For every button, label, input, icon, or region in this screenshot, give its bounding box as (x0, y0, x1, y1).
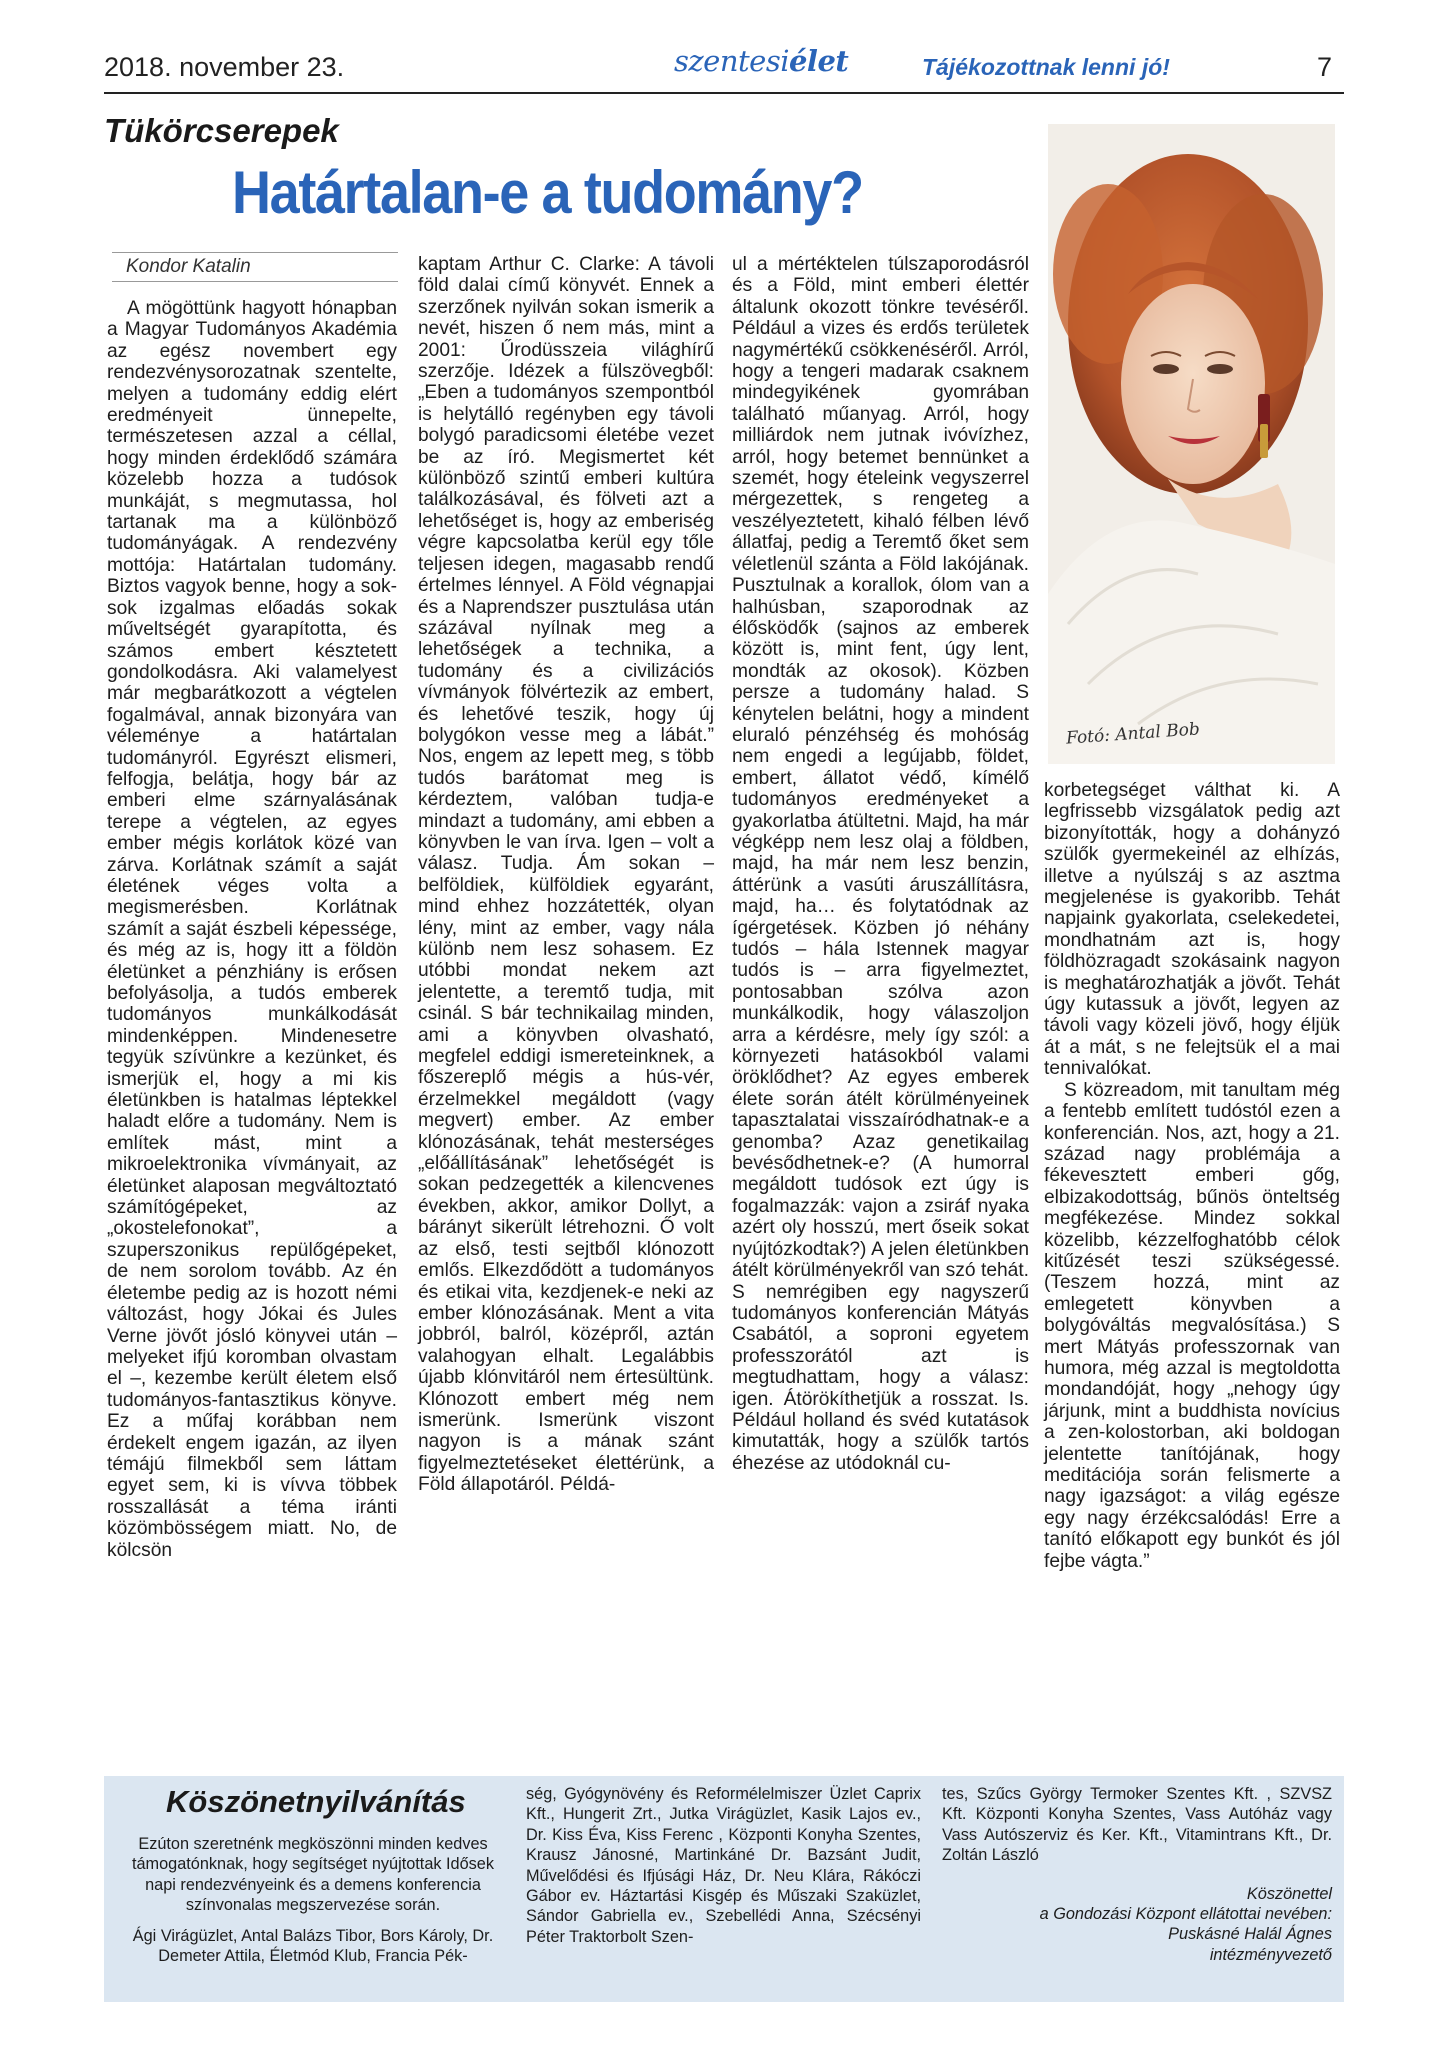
acknowledgement-column-3 (942, 1784, 1332, 1965)
article-column-2 (418, 254, 714, 1496)
signature-line-2: a Gondozási Központ ellátottai nevében: (1039, 1905, 1332, 1924)
signature-line-3: Puskásné Halál Ágnes (1168, 1925, 1332, 1944)
section-rubric: Tükörcserepek (104, 112, 339, 149)
column-4-paragraph-2: S közreadom, mit tanultam még a fentebb említett tudóstól ezen a konferencián. Nos, azt, hogy a 21. század nagy problémája a fékevesztett emberi gőg, elbizakodottság, bűnös önteltség megfékezése. Mindez sokkal közelibb, kézzelfoghatóbb célok kitűzését teszi szükségessé. (Teszem hozzá, mint az emlegetett könyvben a bolygóváltás megvalósítása.) S mert Mátyás professzornak van humora, még azzal is megtoldotta mondandóját, hogy „nehogy úgy járjunk, mint a buddhista novícius a zen-kolostorban, aki boldogan jelentette tanítójának, hogy meditációja során felismerte a nagy igazságot: a világ egésze egy nagy érzékcsalódás! Erre a tanító előkapott egy bunkót és jól fejbe vágta.” (1044, 1079, 1340, 1572)
sponsor-list-part-3: tes, Szűcs György Termoker Szentes Kft. , SZVSZ Kft. Központi Konyha Szentes, Vass Autóház vagy Vass Autószerviz és Ker. Kft., Vitamintrans Kft., Dr. Zoltán László (942, 1785, 1332, 1865)
sponsor-list-part-1: Ági Virágüzlet, Antal Balázs Tibor, Bors Károly, Dr. Demeter Attila, Életmód Klub, Francia Pék- (132, 1926, 494, 1966)
article-column-3 (732, 254, 1029, 1474)
author-portrait-photo (1048, 124, 1335, 764)
acknowledgement-column-1 (118, 1834, 508, 1966)
signature-line-4: intézményvezető (1209, 1945, 1332, 1964)
acknowledgement-box (104, 1776, 1344, 2002)
signature-line-1: Köszönettel (1246, 1884, 1332, 1903)
slogan: Tájékozottnak lenni jó! (922, 54, 1170, 80)
photo-credit: Fotó: Antal Bob (1065, 719, 1201, 749)
logo-part-a: szentesi (674, 44, 789, 78)
issue-date: 2018. november 23. (104, 52, 345, 82)
signature-block (942, 1884, 1332, 1966)
author-byline: Kondor Katalin (112, 252, 398, 282)
acknowledgement-column-2 (526, 1784, 921, 1947)
page-number: 7 (1316, 52, 1332, 82)
column-4-paragraph-1: korbetegséget válthat ki. A legfrissebb vizsgálatok pedig azt bizonyították, hogy a dohányzó szülők gyermekeinél az elhízás, illetve a nyúlszáj s az asztma megjelenése is gyakoribb. Tehát napjaink gyakorlata, cselekedetei, mondhatnám azt is, hogy földhözragadt szokásaink nagyon is meghatározhatják a jövőt. Tehát úgy kutassuk a jövőt, legyen az távoli vagy közeli jövő, hogy éljük át a mát, s ne felejtsük el a mai tennivalókat. (1044, 780, 1340, 1080)
column-2-paragraph-1: kaptam Arthur C. Clarke: A távoli föld dalai című könyvét. Ennek a szerzőnek nyilván sokan ismerik a nevét, hiszen ő nem más, mint a 2001: Űrodüsszeia világhírű szerzője. Idézek a fülszövegből: „Eben a tudományos szempontból is helytálló regényben egy távoli bolygó paradicsomi életébe vezet be az író. Megismertet két különböző szintű emberi kultúra találkozásával, és fölveti azt a lehetőséget is, hogy az emberiség végre kapcsolatba kerül egy tőle teljesen idegen, magasabb rendű értelmes lénnyel. A Föld végnapjai és a Naprendszer pusztulása után százával nyílnak meg a lehetőségek a technika, a tudomány és a civilizációs vívmányok fölvértezik az embert, és lehetővé teszik, hogy új bolygókon vesse meg a lábát.” Nos, engem az lepett meg, s több tudós barátomat meg is kérdeztem, valóban tudja-e mindazt a tudomány, ami ebben a könyvben le van írva. Igen – volt a válasz. Tudja. Ám sokan – belföldiek, külföldiek egyaránt, mind ehhez hozzátették, olyan lény, mint az ember, vagy nála különb nem lesz sohasem. Ez utóbbi mondat nekem azt jelentette, a teremtő tudja, mit csinál. S bár technikailag minden, ami a könyvben olvasható, megfelel eddigi ismereteinknek, a főszereplő mégis a hús-vér, érzelmekkel megáldott (vagy megvert) ember. Az ember klónozásának, tehát mesterséges „előállításának” lehetőségét is sokan pedzegették a kilencvenes években, akkor, amikor Dollyt, a bárányt sikerült létrehozni. Ő volt az első, testi sejtből klónozott emlős. Elkezdődött a tudományos és etikai vita, kezdjenek-e neki az ember klónozásának. Ment a vita jobbról, balról, középről, aztán valahogyan elhalt. Legalábbis újabb klónvitáról nem értesültünk. Klónozott embert még nem ismerünk. Ismerünk viszont nagyon is a mának szánt figyelmeztetéseket élettérünk, a Föld állapotáról. Példá- (418, 254, 714, 1496)
page-header (104, 44, 1344, 94)
article-headline: Határtalan-e a tudomány? (232, 159, 863, 226)
newspaper-logo[interactable] (674, 44, 848, 78)
sponsor-list-part-2: ség, Gyógynövény és Reformélelmiszer Üzlet Caprix Kft., Hungerit Zrt., Jutka Virágüzlet, Kasik Lajos ev., Dr. Kiss Éva, Kiss Ferenc , Központi Konyha Szentes, Krausz Jánosné, Martinkáné Dr. Bazsánt Judit, Művelődési és Ifjúsági Ház, Dr. Neu Klára, Rákóczi Gábor ev. Háztartási Kisgép és Műszaki Szaküzlet, Sándor Gabriella ev., Szebellédi Anna, Szécsényi Péter Traktorbolt Szen- (526, 1785, 921, 1946)
logo-part-b: élet (788, 44, 849, 78)
acknowledgement-intro: Ezúton szeretnénk megköszönni minden kedves támogatónknak, hogy segítséget nyújtottak Idősek napi rendezvényeink és a demens konferencia színvonalas megszervezése során. (131, 1835, 495, 1915)
article-column-4 (1044, 780, 1340, 1572)
portrait-illustration (1048, 124, 1335, 764)
acknowledgement-title: Köszönetnyilvánítás (166, 1784, 466, 1819)
column-3-paragraph-1: ul a mértéktelen túlszaporodásról és a Föld, mint emberi élettér általunk okozott tönkre tevéséről. Például a vizes és erdős területek nagymértékű csökkenéséről. Arról, hogy a tengeri madarak csaknem mindegyikének gyomrában található műanyag. Arról, hogy milliárdok nem jutnak ivóvízhez, arról, hogy betemet bennünket a szemét, hogy ételeink vegyszerrel mérgezettek, s rengeteg a veszélyeztetett, kihaló félben lévő állatfaj, pedig a Teremtő őket sem véletlenül szánta a Föld lakójának. Pusztulnak a korallok, ólom van a halhúsban, szaporodnak az élősködők (sajnos az emberek között is, mint fent, úgy lent, mondták az okosok). Közben persze a tudomány halad. S kénytelen belátni, hogy a mindent eluraló pénzéhség és mohóság nem engedi a legújabb, földet, embert, állatot védő, kímélő tudományos eredményeket a gyakorlatba átültetni. Majd, ha már végképp nem lesz olaj a földben, majd, ha már nem lesz benzin, áttérünk a vasúti áruszállításra, majd, ha… és folytatódnak az ígérgetések. Közben jó néhány tudós – hála Istennek magyar tudós is – arra figyelmeztet, pontosabban szólva azon munkálkodik, hogy válaszoljon arra a kérdésre, mely így szól: a környezeti hatásokból valami öröklődhet? Az egyes emberek élete során átélt körülményeinek tapasztalatai visszaíródhatnak-e a genomba? Azaz genetikailag bevésődhetnek-e? (A humorral megáldott tudósok ezt úgy is fogalmazzák: vajon a zsiráf nyaka azért oly hosszú, mert őseik sokat nyújtózkodtak?) A jelen életünkben átélt körülményekről van szó tehát. S nemrégiben egy nagyszerű tudományos konferencián Mátyás Csabától, a soproni egyetem professzorától azt is megtudhattam, hogy a válasz: igen. Átörökíthetjük a rosszat. Is. Például holland és svéd kutatások kimutatták, hogy a szülők tartós éhezése az utódoknál cu- (732, 254, 1029, 1474)
column-1-paragraph-1: A mögöttünk hagyott hónapban a Magyar Tudományos Akadémia az egész novembert egy rendezvénysorozatnak szentelte, melyen a tudomány eddig elért eredményeit ünnepelte, természetesen azzal a céllal, hogy minden érdeklődő számára közelebb hozza a tudósok munkáját, s megmutassa, hol tartanak ma a különböző tudományágak. A rendezvény mottója: Határtalan tudomány. Biztos vagyok benne, hogy a sok-sok izgalmas előadás sokak műveltségét gyarapította, és számos embert késztetett gondolkodásra. Aki valamelyest már megbarátkozott a végtelen fogalmával, annak bizonyára van véleménye a határtalan tudományról. Egyrészt elismeri, felfogja, belátja, hogy bár az emberi elme szárnyalásának terepe a végtelen, az egyes ember mégis korlátok közé van zárva. Korlátnak számít a saját életének véges volta a megismerésben. Korlátnak számít a saját észbeli képessége, és még az is, hogy itt a földön életünket a pénzhiány is erősen befolyásolja, a tudós emberek tudományos munkálkodását mindenképpen. Mindenesetre tegyük szívünkre a kezünket, és ismerjük el, hogy a mi kis életünkben is hatalmas léptekkel haladt előre a tudomány. Nem is említek mást, mint a mikroelektronika vívmányait, az életünket alaposan megváltoztató számítógépeket, az „okostelefonokat”, a szuperszonikus repülőgépeket, de nem sorolom tovább. Az én életembe pedig az is hozott némi változást, hogy Jókai és Jules Verne jövőt jósló könyvei után – melyeket ifjú koromban olvastam el –, kezembe került életem első tudományos-fantasztikus könyve. Ez a műfaj korábban nem érdekelt engem igazán, az ilyen témájú filmekből sem láttam egyet sem, ki is vívva többek rosszallását a téma iránti közömbösségem miatt. No, de kölcsön (107, 298, 397, 1561)
article-column-1 (107, 298, 397, 1561)
